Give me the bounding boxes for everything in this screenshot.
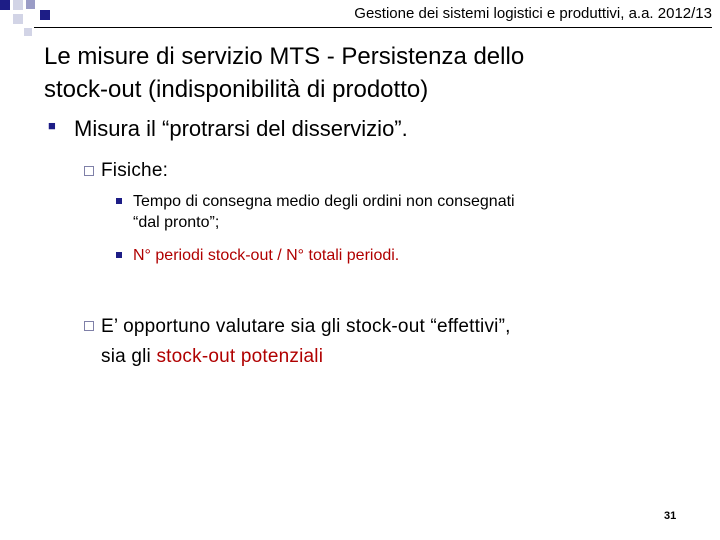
header-divider xyxy=(34,27,712,28)
decor-square xyxy=(40,10,50,20)
sub-sub-bullet-text xyxy=(133,191,515,233)
sub-bullet-line-prefix: sia gli xyxy=(101,346,157,367)
bullet-square-icon xyxy=(116,252,122,258)
bullet-text: Misura il “protrarsi del disservizio”. xyxy=(74,116,408,141)
sub-sub-bullet-line: Tempo di consegna medio degli ordini non consegnati xyxy=(133,193,515,210)
slide-title xyxy=(44,40,704,106)
sub-bullet-text xyxy=(101,312,511,372)
decor-square xyxy=(13,0,23,10)
slide-title-line: stock-out (indisponibilità di prodotto) xyxy=(44,76,429,103)
sub-bullet-line xyxy=(101,342,511,372)
hollow-square-icon xyxy=(84,321,94,331)
decor-square xyxy=(24,28,32,36)
bullet-square-icon xyxy=(116,198,122,204)
decor-square xyxy=(13,14,23,24)
sub-bullet-text: Fisiche: xyxy=(101,160,169,181)
bullet-square-icon: ■ xyxy=(48,118,56,133)
highlighted-text: stock-out potenziali xyxy=(156,346,324,367)
sub-sub-bullet-line: “dal pronto”; xyxy=(133,214,220,231)
hollow-square-icon xyxy=(84,166,94,176)
sub-bullet-line: E’ opportuno valutare sia gli stock-out “effettivi”, xyxy=(101,316,511,337)
decor-square xyxy=(0,0,10,10)
header-title: Gestione dei sistemi logistici e produttivi, a.a. 2012/13 xyxy=(354,5,712,22)
slide-title-line: Le misure di servizio MTS - Persistenza dello xyxy=(44,43,525,70)
sub-sub-bullet-text: N° periodi stock-out / N° totali periodi. xyxy=(133,247,400,264)
page-number: 31 xyxy=(664,510,677,522)
decor-square xyxy=(26,0,35,9)
